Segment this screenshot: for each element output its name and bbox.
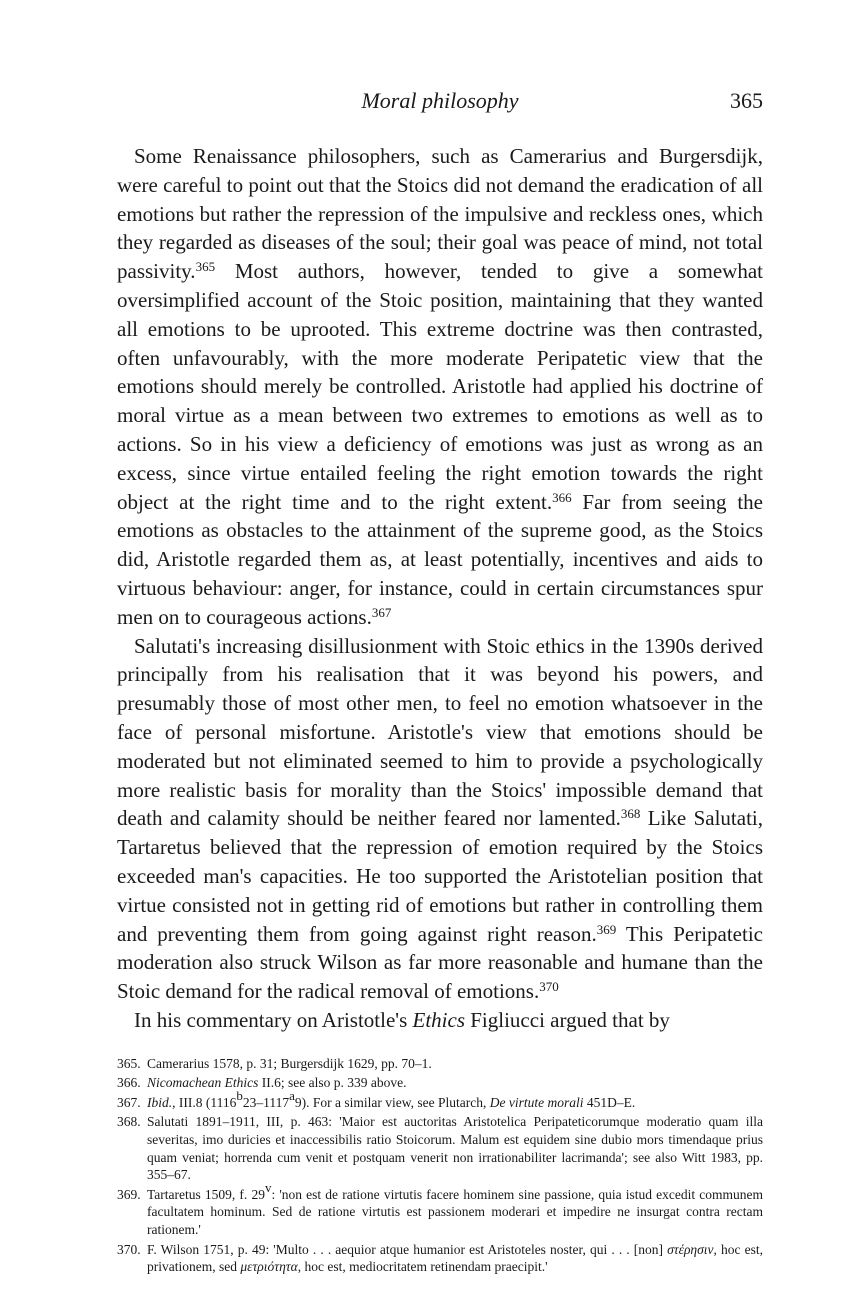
work-title: Nicomachean Ethics: [147, 1075, 259, 1091]
footnote-number: 367.: [117, 1094, 141, 1110]
footnote-number: 366.: [117, 1075, 141, 1091]
footnote-text: , hoc est, privationem, sed: [147, 1241, 763, 1275]
footnotes: [117, 1055, 763, 1276]
text-run: Most authors, however, tended to give a somewhat oversimplified account of the Stoic position, maintaining that they wanted all emotions to be uprooted. This extreme doctrine was then contrasted, often unfavourably, with the more moderate Peripatetic view that the emotions should merely be controlled. Aristotle had applied his doctrine of moral virtue as a mean between two extremes to emotions as well as to actions. So in his view a deficiency of emotions was just as wrong as an excess, since virtue entailed feeling the right emotion towards the right object at the right time and to the right extent.: [117, 259, 763, 514]
footnote-number: 369.: [117, 1186, 141, 1202]
text-run: Salutati's increasing disillusionment with Stoic ethics in the 1390s derived principally from his realisation that it was beyond his powers, and presumably those of most other men, to feel no emotion whatsoever in the face of personal misfortune. Aristotle's view that emotions should be moderated but not eliminated seemed to him to provide a psychologically more realistic basis for morality than the Stoics' impossible demand that death and calamity should be neither feared nor lamented.: [117, 633, 763, 831]
footnote-text: 451D–E.: [583, 1094, 636, 1110]
footnote-text: II.6; see also p. 339 above.: [258, 1075, 407, 1091]
text-run: Figliucci argued that by: [465, 1007, 670, 1032]
paragraph-3: [117, 1006, 763, 1035]
footnote-text: : 'non est de ratione virtutis facere hominem sine passione, quia istud excedit communem facultatem hominum. Sed de ratione virtutis est passionem moderari et impedire ne insurgat contra rectam rationem.': [147, 1186, 763, 1238]
book-title: Ethics: [412, 1007, 465, 1032]
footnote-text: Salutati 1891–1911, III, p. 463: 'Maior est auctoritas Aristotelica Peripateticorumque moderatio quam illa severitas, imo duricies et inaccessibilis ratio Stoicorum. Malum est equidem sine dubio mors timendaque prius quam veniat; horrenda cum venit et postquam venerit non irrationabiliter lacrimanda'; see also Witt 1983, pp. 355–67.: [147, 1114, 763, 1183]
footnote-ref-370[interactable]: 370: [539, 979, 559, 995]
footnote-text: , III.8 (1116: [172, 1094, 237, 1110]
footnote-370: [117, 1241, 763, 1276]
text-run: Far from seeing the emotions as obstacles to the attainment of the supreme good, as the Stoics did, Aristotle regarded them as, at least potentially, incentives and aids to virtuous behaviour: anger, for instance, could in certain circumstances spur men on to courageous actions.: [117, 489, 763, 629]
footnote-text: 23–1117: [242, 1094, 290, 1110]
text-run: Like Salutati, Tartaretus believed that the repression of emotion required by the Stoics exceeded man's capacities. He too supported the Aristotelian position that virtue consisted not in getting rid of emotions but rather in controlling them and preventing them from going against right reason.: [117, 806, 763, 946]
footnote-ref-368[interactable]: 368: [620, 806, 641, 822]
greek-term: μετριότητα: [240, 1259, 298, 1275]
footnote-text: Camerarius 1578, p. 31; Burgersdijk 1629, pp. 70–1.: [147, 1055, 432, 1071]
bekker-column: b: [236, 1087, 243, 1103]
footnote-number: 370.: [117, 1241, 141, 1257]
footnote-text: , hoc est, mediocritatem retinendam praecipit.': [297, 1259, 548, 1275]
footnote-365: [117, 1055, 763, 1073]
ibid-abbreviation: Ibid.: [147, 1094, 173, 1110]
footnote-367: [117, 1087, 763, 1112]
footnote-text: 9). For a similar view, see Plutarch,: [294, 1094, 490, 1110]
running-title: Moral philosophy: [361, 88, 519, 113]
footnote-ref-366[interactable]: 366: [552, 489, 572, 505]
footnote-ref-369[interactable]: 369: [596, 921, 617, 937]
footnote-number: 365.: [117, 1055, 141, 1071]
text-run: Some Renaissance philosophers, such as Camerarius and Burgersdijk, were careful to point out that the Stoics did not demand the eradication of all emotions but rather the repression of the impulsive and reckless ones, which they regarded as diseases of the soul; their goal was peace of mind, not total passivity.: [117, 144, 763, 284]
paragraph-2: [117, 632, 763, 1006]
text-run: In his commentary on Aristotle's: [134, 1007, 413, 1032]
footnote-369: [117, 1179, 763, 1239]
footnote-368: [117, 1113, 763, 1183]
page-number: 365: [730, 88, 763, 113]
paragraph-1: [117, 142, 763, 632]
greek-term: στέρησιν: [667, 1241, 714, 1257]
footnote-text: Tartaretus 1509, f. 29: [147, 1186, 265, 1202]
bekker-column: a: [289, 1087, 295, 1103]
text-run: This Peripatetic moderation also struck Wilson as far more reasonable and humane than the Stoic demand for the radical removal of emotions.: [117, 921, 763, 1004]
folio-side: v: [264, 1179, 272, 1195]
work-title: De virtute morali: [489, 1094, 584, 1110]
footnote-number: 368.: [117, 1114, 141, 1130]
body-text: [117, 142, 763, 1035]
book-page: [117, 82, 763, 1278]
footnote-ref-367[interactable]: 367: [371, 604, 392, 620]
footnote-ref-365[interactable]: 365: [195, 259, 216, 275]
running-head: [117, 82, 763, 118]
footnote-text: F. Wilson 1751, p. 49: 'Multo . . . aequior atque humanior est Aristoteles noster, qui . . . [non]: [147, 1241, 668, 1257]
footnote-366: [117, 1074, 763, 1092]
